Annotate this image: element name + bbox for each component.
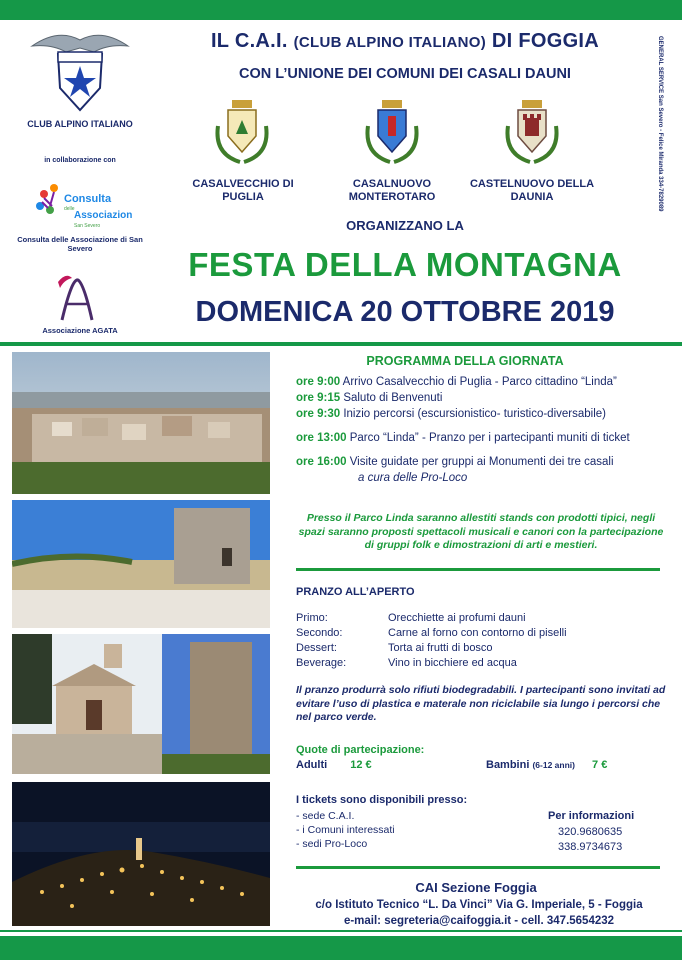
consulta-logo-city: San Severo <box>74 223 101 229</box>
organize-label: ORGANIZZANO LA <box>346 218 464 233</box>
info-phone: 320.9680635 <box>558 826 623 838</box>
program-time: ore 9:15 <box>296 392 341 404</box>
fee-children-price: 7 € <box>592 759 608 771</box>
program-item <box>296 432 630 444</box>
photo-stone-tower-field <box>12 500 270 628</box>
info-phone: 338.9734673 <box>558 841 623 853</box>
agata-caption: Associazione AGATA <box>42 326 118 335</box>
footer-contact: e-mail: segreteria@caifoggia.it - cell. 347.5654232 <box>343 915 615 927</box>
ticket-place: - sedi Pro-Loco <box>296 838 368 850</box>
program-continuation: a cura delle Pro-Loco <box>358 472 468 484</box>
fee-adults-price: 12 € <box>350 759 372 771</box>
program-item <box>296 456 614 468</box>
fee-children <box>486 759 607 771</box>
program-text: Inizio percorsi (escursionistico- turistico-diversabile) <box>343 408 606 420</box>
menu-row <box>296 657 517 669</box>
menu-dish: Orecchiette ai profumi dauni <box>388 612 526 624</box>
program-title: PROGRAMMA DELLA GIORNATA <box>366 354 564 368</box>
consulta-associazioni-logo <box>32 180 132 236</box>
fee-adults <box>296 759 372 771</box>
photo-village-panorama <box>12 352 270 494</box>
bottom-green-bar <box>0 936 682 960</box>
consulta-logo-word2: Associazioni <box>74 210 132 221</box>
stands-note: Presso il Parco Linda saranno allestiti stands con prodotti tipici, negli spazi saranno proposti spettacoli musicali e canori con la partecipazione di gruppi folk e dimostrazioni di arti e mestieri. <box>298 512 664 552</box>
ticket-place: - i Comuni interessati <box>296 824 395 836</box>
footer-address: c/o Istituto Tecnico “L. Da Vinci” Via G. Imperiale, 5 - Foggia <box>315 899 643 911</box>
organizer-subtitle: CON L’UNIONE DEI COMUNI DEI CASALI DAUNI <box>239 66 571 82</box>
menu-dish: Torta ai frutti di bosco <box>388 642 493 654</box>
consulta-caption: Consulta delle Associazione di San Severo <box>17 235 143 253</box>
photo-chapel-and-tower <box>12 634 270 774</box>
lunch-title: PRANZO ALL’APERTO <box>296 586 415 598</box>
consulta-logo-word1: Consulta <box>64 193 112 205</box>
fees-title: Quote di partecipazione: <box>296 744 425 756</box>
footer-title: CAI Sezione Foggia <box>415 880 537 895</box>
menu-row <box>296 612 526 624</box>
program-time: ore 9:00 <box>296 376 341 388</box>
top-green-bar <box>0 0 682 20</box>
vertical-credit-text: GENERAL SERVICE San Severo - Felice Miranda 334-7829089 <box>657 36 663 212</box>
organizer-title-b: (CLUB ALPINO ITALIANO) <box>293 34 487 51</box>
consulta-logo-small: delle <box>64 206 75 212</box>
organizer-title <box>160 30 650 53</box>
castelnuovo-crest-icon <box>500 96 564 166</box>
casalvecchio-crest-icon <box>210 96 274 166</box>
agata-logo <box>48 270 104 326</box>
menu-course: Primo: <box>296 612 328 624</box>
menu-row <box>296 627 567 639</box>
cai-eagle-logo <box>28 26 132 118</box>
program-time: ore 9:30 <box>296 408 341 420</box>
menu-course: Dessert: <box>296 642 337 654</box>
vertical-credit <box>652 36 666 226</box>
program-text: Parco “Linda” - Pranzo per i partecipanti muniti di ticket <box>349 432 630 444</box>
program-item <box>296 376 617 388</box>
cai-caption: CLUB ALPINO ITALIANO <box>27 119 133 129</box>
fee-children-age: (6-12 anni) <box>532 760 575 770</box>
program-text: Arrivo Casalvecchio di Puglia - Parco cittadino “Linda” <box>342 376 617 388</box>
casalnuovo-crest-icon <box>360 96 424 166</box>
fee-children-label: Bambini <box>486 759 530 771</box>
info-title: Per informazioni <box>548 810 635 822</box>
program-time: ore 13:00 <box>296 432 347 444</box>
collaboration-label: in collaborazione con <box>44 157 116 164</box>
ticket-place: - sede C.A.I. <box>296 810 355 822</box>
menu-course: Secondo: <box>296 627 343 639</box>
tickets-title: I tickets sono disponibili presso: <box>296 794 468 806</box>
comune-name: CASALNUOVO MONTEROTARO <box>348 178 436 204</box>
comune-name: CASALVECCHIO DI PUGLIA <box>192 178 294 204</box>
section-divider <box>296 568 660 571</box>
event-title: FESTA DELLA MONTAGNA <box>188 246 622 283</box>
program-item <box>296 408 606 420</box>
eco-note: Il pranzo produrrà solo rifiuti biodegradabili. I partecipanti sono invitati ad evitare l’uso di plastica e materale non riciclabile sia lungo i percorsi che nel parco verde. <box>296 684 666 724</box>
event-date: DOMENICA 20 OTTOBRE 2019 <box>195 296 615 328</box>
section-divider <box>296 866 660 869</box>
menu-course: Beverage: <box>296 657 347 669</box>
organizer-title-a: IL C.A.I. <box>210 30 288 52</box>
program-item <box>296 392 442 404</box>
program-text: Saluto di Benvenuti <box>343 392 443 404</box>
photo-village-night <box>12 782 270 926</box>
organizer-title-c: DI FOGGIA <box>491 30 600 52</box>
section-divider <box>0 342 682 346</box>
comune-name: CASTELNUOVO DELLA DAUNIA <box>469 178 595 204</box>
menu-dish: Carne al forno con contorno di piselli <box>388 627 567 639</box>
program-text: Visite guidate per gruppi ai Monumenti dei tre casali <box>349 456 614 468</box>
fee-adults-label: Adulti <box>296 759 328 771</box>
menu-row <box>296 642 493 654</box>
program-time: ore 16:00 <box>296 456 347 468</box>
bottom-green-line <box>0 930 682 932</box>
menu-dish: Vino in bicchiere ed acqua <box>388 657 517 669</box>
